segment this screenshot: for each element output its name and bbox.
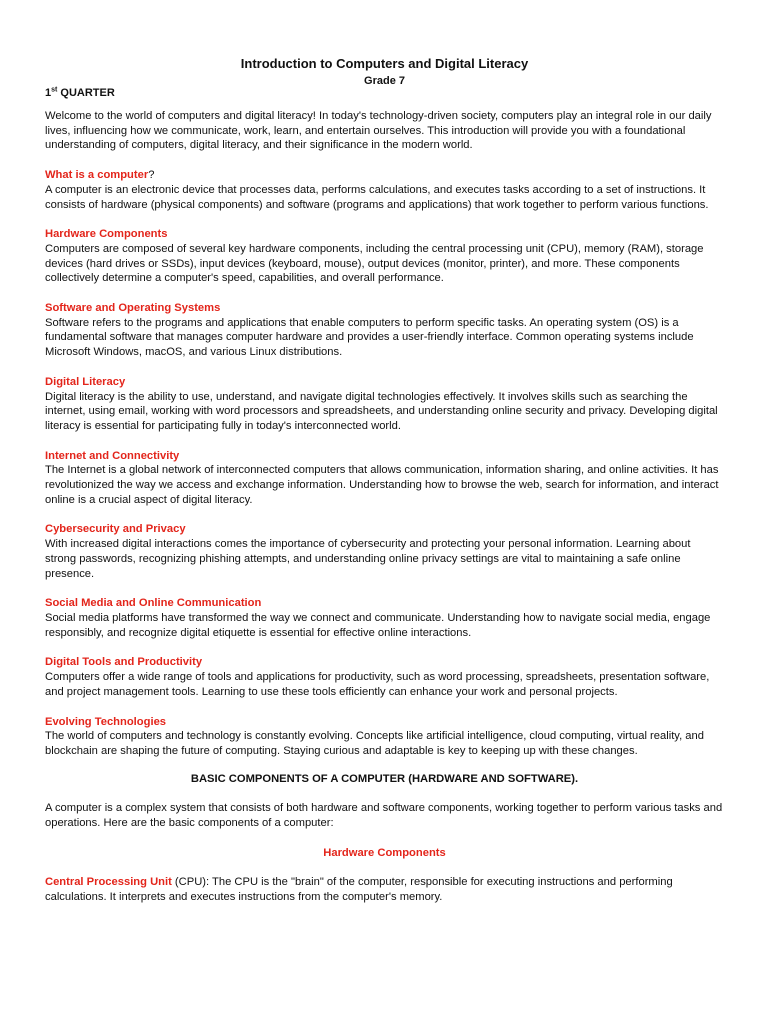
section-digital-literacy (45, 375, 724, 434)
basic-components-intro: A computer is a complex system that consists of both hardware and software components, working together to perform various tasks and operations. Here are the basic components of a computer: (45, 802, 723, 830)
section-what-is-computer (45, 168, 724, 212)
section-body: Digital literacy is the ability to use, understand, and navigate digital technologies effectively. It involves skills such as searching the internet, using email, working with word processors and spreadsheets, and understanding online security and privacy. Developing digital literacy is essential for participating fully in today's interconnected world. (45, 390, 718, 432)
section-software-os (45, 301, 724, 360)
grade-label: Grade 7 (364, 75, 405, 87)
section-body: The world of computers and technology is constantly evolving. Concepts like artificial intelligence, cloud computing, virtual reality, and blockchain are shaping the future of computing. Staying curious and adaptable is key to keeping up with these changes. (45, 730, 704, 757)
section-body: Software refers to the programs and applications that enable computers to perform specific tasks. An operating system (OS) is a fundamental software that manages computer hardware and provides a user-friendly interface. Common operating systems include Microsoft Windows, macOS, and various Linux distributions. (45, 316, 694, 359)
section-digital-tools (45, 655, 724, 699)
hardware-components-heading: Hardware Components (323, 846, 446, 859)
quarter-suffix: st (51, 86, 58, 94)
quarter-number: 1 (45, 87, 52, 99)
section-heading: Digital Tools and Productivity (45, 656, 203, 669)
cpu-paragraph (45, 875, 724, 904)
section-body: A computer is an electronic device that processes data, performs calculations, and executes tasks according to a set of instructions. It consists of hardware (physical components) and software (programs and applications) that work together to perform various functions. (45, 183, 709, 211)
section-heading: Internet and Connectivity (45, 449, 180, 462)
quarter-text: QUARTER (57, 87, 115, 99)
section-body: Computers are composed of several key hardware components, including the central processing unit (CPU), memory (RAM), storage devices (hard drives or SSDs), input devices (keyboard, mouse), output devices (monitor, printer), and more. These components collectively determine a computer's speed, capabilities, and overall performance. (45, 242, 704, 285)
section-social-media (45, 596, 724, 640)
section-internet-connectivity (45, 449, 724, 508)
section-heading: Digital Literacy (45, 375, 126, 388)
cpu-term: Central Processing Unit (45, 876, 172, 889)
section-cybersecurity (45, 522, 724, 581)
section-heading-text: What is a computer (45, 169, 149, 182)
section-body: Computers offer a wide range of tools and applications for productivity, such as word processing, spreadsheets, presentation software, and project management tools. Learning to use these tools efficiently can enhance your work and personal projects. (45, 671, 710, 698)
section-body: Social media platforms have transformed the way we connect and communicate. Understanding how to navigate social media, engage responsibly, and recognize digital etiquette is essential for effective online interactions. (45, 611, 711, 639)
section-heading: Evolving Technologies (45, 715, 167, 728)
cpu-text: (CPU): The CPU is the "brain" of the computer, responsible for executing instructions and performing calculations. It interprets and executes instructions from the computer's memory. (45, 876, 673, 904)
section-body: The Internet is a global network of interconnected computers that allows communication, information sharing, and online activities. It has revolutionized the way we access and exchange information. Understanding how to browse the web, search for information, and interact online is a crucial aspect of digital literacy. (45, 464, 719, 506)
section-heading-suffix: ? (148, 169, 155, 182)
intro-paragraph: Welcome to the world of computers and digital literacy! In today's technology-driven society, computers play an integral role in our daily lives, influencing how we communicate, work, learn, and entertain ourselves. This introduction will provide you with a foundational understanding of computers, digital literacy, and their significance in the modern world. (45, 110, 712, 152)
section-heading: Software and Operating Systems (45, 302, 221, 315)
section-heading: Social Media and Online Communication (45, 597, 262, 610)
section-body: With increased digital interactions comes the importance of cybersecurity and protecting your personal information. Learning about strong passwords, recognizing phishing attempts, and understanding online privacy settings are vital to maintaining a safe online presence. (45, 538, 691, 580)
section-hardware-components (45, 227, 724, 286)
document-title: Introduction to Computers and Digital Literacy (240, 56, 529, 71)
section-evolving-technologies (45, 715, 724, 759)
section-heading (45, 168, 724, 183)
section-heading: Hardware Components (45, 228, 168, 241)
basic-components-title: BASIC COMPONENTS OF A COMPUTER (HARDWARE AND SOFTWARE). (190, 772, 579, 785)
section-heading: Cybersecurity and Privacy (45, 523, 186, 536)
quarter-label (45, 86, 724, 100)
